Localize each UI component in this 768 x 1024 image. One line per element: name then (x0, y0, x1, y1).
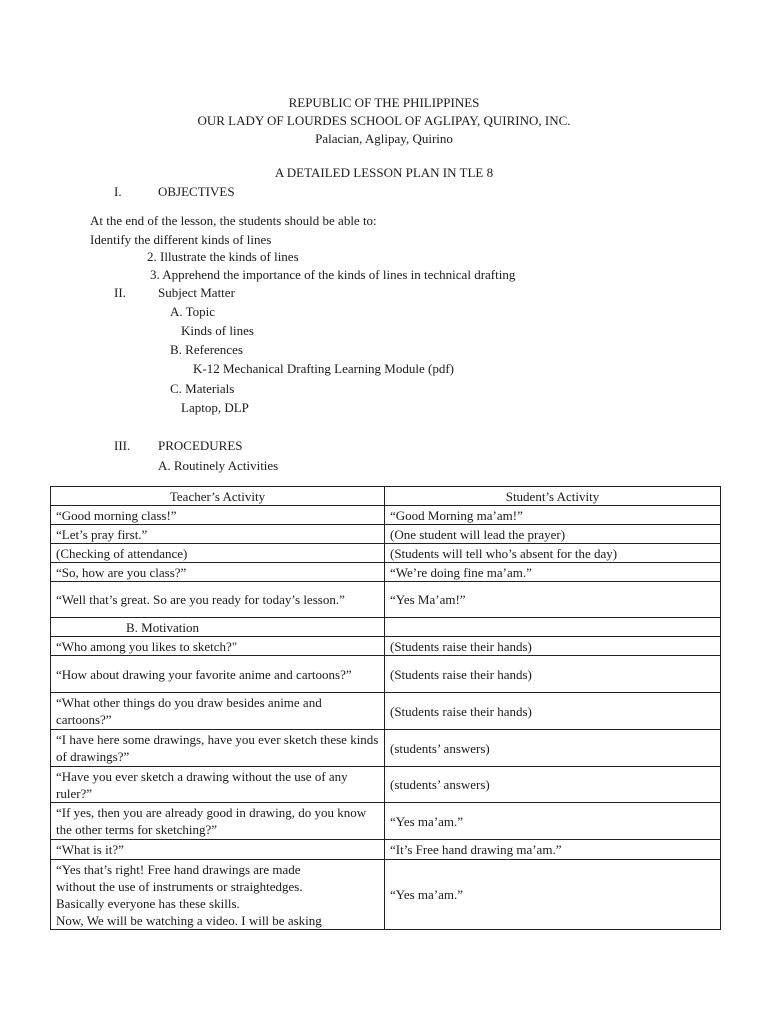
student-cell: (students’ answers) (385, 767, 721, 803)
header-school: OUR LADY OF LOURDES SCHOOL OF AGLIPAY, QUIRINO, INC. (197, 113, 571, 128)
teacher-cell: “Who among you likes to sketch?" (51, 637, 385, 656)
objectives-heading: OBJECTIVES (158, 184, 235, 199)
table-row (51, 767, 721, 803)
teacher-line: without the use of instruments or straightedges. (56, 878, 303, 894)
student-cell: (One student will lead the prayer) (385, 525, 721, 544)
teacher-cell (51, 860, 385, 930)
student-cell: “We’re doing fine ma’am.” (385, 563, 721, 582)
student-cell: “Good Morning ma’am!” (385, 506, 721, 525)
teacher-cell: “Let’s pray first.” (51, 525, 385, 544)
teacher-line: “Yes that’s right! Free hand drawings are made (56, 861, 301, 877)
references-label: B. References (170, 342, 243, 357)
teacher-cell: “How about drawing your favorite anime and cartoons?” (51, 656, 385, 693)
teacher-cell: “So, how are you class?” (51, 563, 385, 582)
teacher-line: Basically everyone has these skills. (56, 895, 240, 911)
subject-matter-heading: Subject Matter (158, 285, 235, 300)
objective-item-1: Identify the different kinds of lines (90, 232, 272, 247)
table-row (51, 693, 721, 730)
teacher-cell: “If yes, then you are already good in drawing, do you know the other terms for sketching?” (51, 803, 385, 840)
student-cell: “Yes ma’am.” (385, 803, 721, 840)
teacher-cell: “Well that’s great. So are you ready for today’s lesson.” (51, 582, 385, 618)
header-address: Palacian, Aglipay, Quirino (315, 131, 453, 146)
procedures-heading: PROCEDURES (158, 438, 243, 453)
teacher-cell: “What other things do you draw besides anime and cartoons?” (51, 693, 385, 730)
student-cell: “It’s Free hand drawing ma’am.” (385, 840, 721, 860)
table-row (51, 860, 721, 930)
student-cell (385, 618, 721, 637)
document-title: A DETAILED LESSON PLAN IN TLE 8 (274, 165, 494, 180)
student-activity-header: Student’s Activity (385, 487, 721, 506)
teacher-line: Now, We will be watching a video. I will be asking (56, 912, 322, 928)
student-cell: (Students raise their hands) (385, 693, 721, 730)
motivation-heading: B. Motivation (51, 618, 385, 637)
topic-label: A. Topic (170, 304, 216, 319)
table-header-row (51, 487, 721, 506)
student-cell: (Students will tell who’s absent for the day) (385, 544, 721, 563)
materials-label: C. Materials (170, 381, 235, 396)
table-row (51, 656, 721, 693)
header-country: REPUBLIC OF THE PHILIPPINES (288, 95, 480, 110)
objectives-intro: At the end of the lesson, the students should be able to: (90, 213, 377, 228)
objective-item-2: 2. Illustrate the kinds of lines (147, 249, 299, 264)
table-row (51, 544, 721, 563)
teacher-cell: “I have here some drawings, have you ever sketch these kinds of drawings?” (51, 730, 385, 767)
teacher-cell: “Have you ever sketch a drawing without the use of any ruler?” (51, 767, 385, 803)
table-row (51, 730, 721, 767)
table-row (51, 563, 721, 582)
motivation-row (51, 618, 721, 637)
objectives-number: I. (114, 184, 122, 199)
teacher-cell: “What is it?” (51, 840, 385, 860)
activities-table (50, 486, 721, 930)
teacher-activity-header: Teacher’s Activity (51, 487, 385, 506)
materials-value: Laptop, DLP (181, 400, 249, 415)
teacher-cell: (Checking of attendance) (51, 544, 385, 563)
student-cell: (students’ answers) (385, 730, 721, 767)
student-cell: (Students raise their hands) (385, 637, 721, 656)
table-row (51, 506, 721, 525)
table-row (51, 803, 721, 840)
references-value: K-12 Mechanical Drafting Learning Module (pdf) (193, 361, 454, 376)
table-row (51, 637, 721, 656)
procedures-number: III. (114, 438, 131, 453)
student-cell: (Students raise their hands) (385, 656, 721, 693)
student-cell: “Yes Ma’am!” (385, 582, 721, 618)
table-row (51, 582, 721, 618)
student-cell: “Yes ma’am.” (385, 860, 721, 930)
topic-value: Kinds of lines (181, 323, 254, 338)
table-row (51, 525, 721, 544)
subject-matter-number: II. (114, 285, 126, 300)
routinely-activities-label: A. Routinely Activities (158, 458, 279, 473)
objective-item-3: 3. Apprehend the importance of the kinds of lines in technical drafting (150, 267, 516, 282)
table-row (51, 840, 721, 860)
teacher-cell: “Good morning class!” (51, 506, 385, 525)
